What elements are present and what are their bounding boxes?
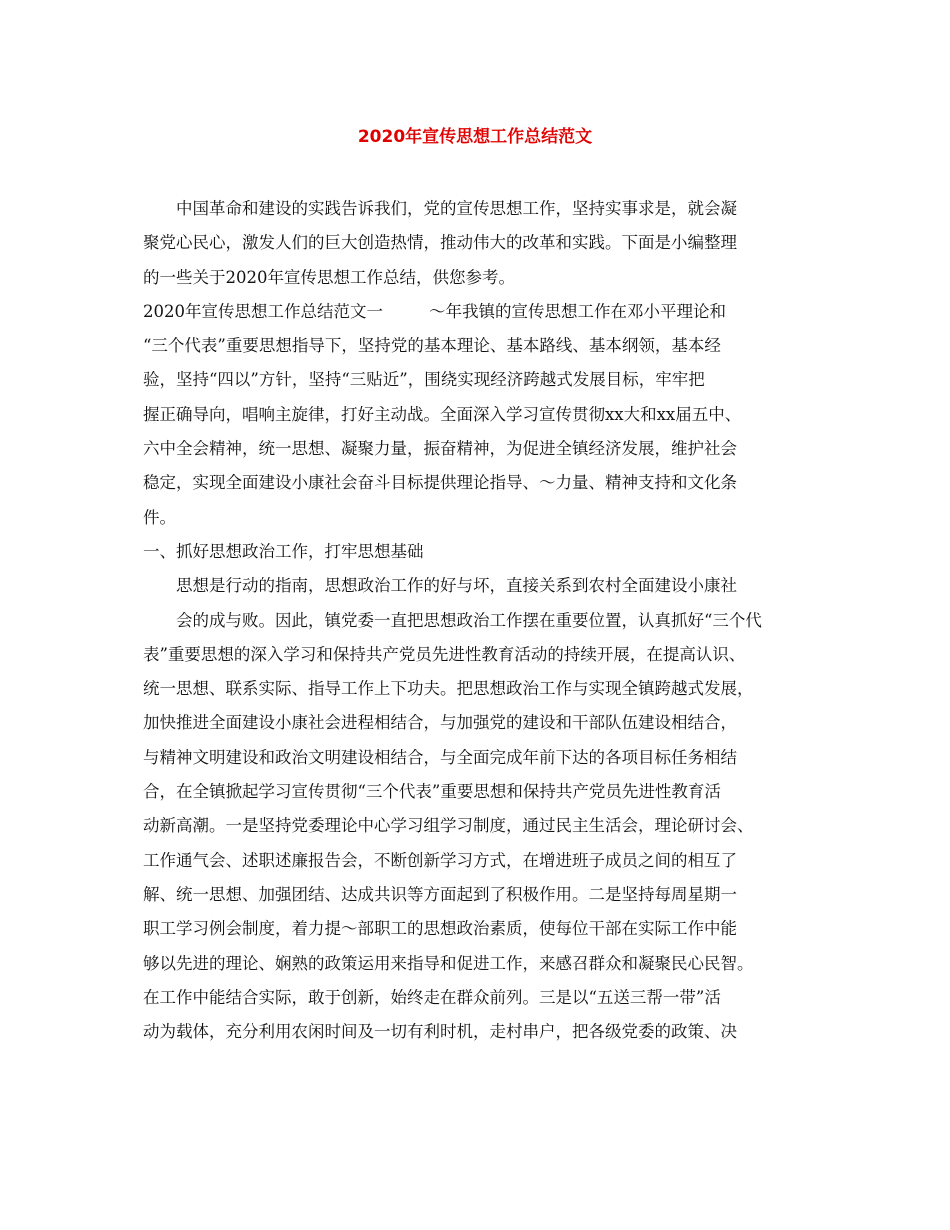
section-heading-inline: 2020年宣传思想工作总结范文一 [143, 301, 383, 321]
paragraph-text-inline: ～年我镇的宣传思想工作在邓小平理论和 [429, 301, 726, 321]
paragraph-line: 动为载体，充分利用农闲时间及一切有利时机，走村串户，把各级党委的政策、决 [143, 1022, 737, 1042]
paragraph-line: 统一思想、联系实际、指导工作上下功夫。把思想政治工作与实现全镇跨越式发展， [143, 679, 754, 699]
paragraph-line: 中国革命和建设的实践告诉我们，党的宣传思想工作，坚持实事求是，就会凝 [176, 199, 737, 218]
paragraph-line: 握正确导向，唱响主旋律，打好主动战。全面深入学习宣传贯彻xx大和xx届五中、 [143, 404, 742, 424]
paragraph-line: 稳定，实现全面建设小康社会奋斗目标提供理论指导、～力量、精神支持和文化条 [143, 473, 737, 493]
paragraph-line: 表”重要思想的深入学习和保持共产党员先进性教育活动的持续开展，在提高认识、 [143, 644, 746, 664]
paragraph-line [143, 1049, 833, 1083]
paragraph-line: 一、抓好思想政治工作，打牢思想基础 [143, 541, 424, 561]
paragraph-line: 解、统一思想、加强团结、达成共识等方面起到了积极作用。二是坚持每周星期一 [143, 884, 737, 904]
paragraph-line: 在工作中能结合实际，敢于创新，始终走在群众前列。三是以“五送三帮一带”活 [143, 987, 721, 1007]
paragraph-line: 件。 [143, 507, 176, 527]
paragraph-line: 与精神文明建设和政治文明建设相结合，与全面完成年前下达的各项目标任务相结 [143, 747, 737, 767]
paragraph-line: “三个代表”重要思想指导下，坚持党的基本理论、基本路线、基本纲领，基本经 [143, 336, 721, 356]
paragraph-line: 验，坚持“四以”方针，坚持“三贴近”，围绕实现经济跨越式发展目标，牢牢把 [143, 370, 705, 390]
paragraph-line: 工作通气会、述职述廉报告会，不断创新学习方式，在增进班子成员之间的相互了 [143, 850, 737, 870]
paragraph-line-split [143, 295, 833, 329]
document-body [143, 192, 833, 1084]
paragraph-line: 聚党心民心，激发人们的巨大创造热情，推动伟大的改革和实践。下面是小编整理 [143, 233, 737, 253]
paragraph-line: 六中全会精神，统一思想、凝聚力量，振奋精神，为促进全镇经济发展，维护社会 [143, 439, 737, 459]
document-title: 2020年宣传思想工作总结范文 [357, 127, 593, 147]
paragraph-line: 会的成与败。因此，镇党委一直把思想政治工作摆在重要位置，认真抓好“三个代 [176, 610, 762, 630]
paragraph-line: 加快推进全面建设小康社会进程相结合，与加强党的建设和干部队伍建设相结合， [143, 713, 737, 733]
section-heading: 思想是行动的指南，思想政治工作的好与坏，直接关系到农村全面建设小康社 [176, 576, 737, 596]
paragraph-line: 够以先进的理论、娴熟的政策运用来指导和促进工作，来感召群众和凝聚民心民智。 [143, 953, 754, 973]
paragraph-line: 合，在全镇掀起学习宣传贯彻“三个代表”重要思想和保持共产党员先进性教育活 [143, 782, 721, 802]
paragraph-line: 职工学习例会制度，着力提～部职工的思想政治素质，使每位干部在实际工作中能 [143, 919, 737, 939]
paragraph-line: 的一些关于2020年宣传思想工作总结，供您参考。 [143, 267, 515, 287]
paragraph-line: 动新高潮。一是坚持党委理论中心学习组学习制度，通过民主生活会，理论研讨会、 [143, 816, 754, 836]
